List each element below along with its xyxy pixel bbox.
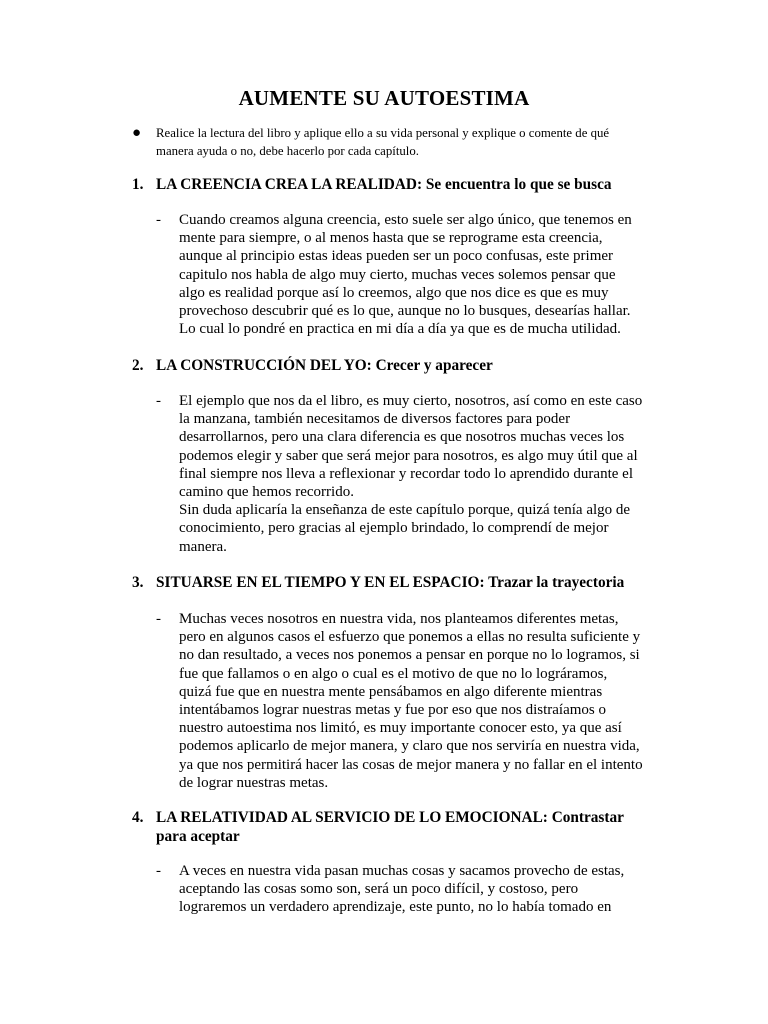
page-title: AUMENTE SU AUTOESTIMA xyxy=(238,86,530,110)
paragraph-line: lograremos un verdadero aprendizaje, este punto, no lo había tomado en xyxy=(179,899,612,916)
section-number: 4. xyxy=(132,809,144,826)
dash-marker: - xyxy=(156,611,161,627)
paragraph-line: ya que nos permitirá hacer las cosas de mejor manera y no fallar en el intento xyxy=(179,756,643,773)
paragraph-line: provechoso descubrir qué es lo que, aunque no lo busques, desearías hallar. xyxy=(179,303,631,320)
paragraph-line: podemos elegir y saber que será mejor para nosotros, es algo muy útil que al xyxy=(179,447,638,464)
paragraph-line: final siempre nos lleva a reflexionar y recordar todo lo aprendido durante el xyxy=(179,465,633,482)
section-heading-line: SITUARSE EN EL TIEMPO Y EN EL ESPACIO: Trazar la trayectoria xyxy=(156,574,625,591)
paragraph-line: Sin duda aplicaría la enseñanza de este capítulo porque, quizá tenía algo de xyxy=(179,502,631,519)
paragraph-line: Cuando creamos alguna creencia, esto suele ser algo único, que tenemos en xyxy=(179,212,632,228)
paragraph-line: la manzana, también necesitamos de diversos factores para poder xyxy=(179,411,571,428)
section-2-paragraph xyxy=(156,392,676,556)
paragraph-line: podemos aplicarlo de mejor manera, y claro que nos serviría en nuestra vida, xyxy=(179,738,640,755)
section-3-paragraph xyxy=(156,610,676,792)
paragraph-line: El ejemplo que nos da el libro, es muy cierto, nosotros, así como en este caso xyxy=(179,393,643,409)
dash-marker: - xyxy=(156,863,161,879)
section-3-heading xyxy=(132,573,672,592)
paragraph-line: fue que fallamos o en algo o cual es el motivo de que no lo lográramos, xyxy=(179,665,608,682)
paragraph-line: conocimiento, pero gracias al ejemplo brindado, lo comprendí de mejor xyxy=(179,520,609,537)
paragraph-line: Muchas veces nosotros en nuestra vida, nos planteamos diferentes metas, xyxy=(179,611,619,627)
paragraph-line: capitulo nos habla de algo muy cierto, muchas veces solemos pensar que xyxy=(179,266,616,283)
paragraph-line: A veces en nuestra vida pasan muchas cosas y sacamos provecho de estas, xyxy=(179,863,625,879)
paragraph-line: de lograr nuestras metas. xyxy=(179,774,329,791)
paragraph-line: intentábamos lograr nuestras metas y fue por eso que nos distraíamos o xyxy=(179,702,606,719)
paragraph-line: quizá fue que en nuestra mente pensábamos en algo diferente mientras xyxy=(179,683,603,700)
section-1-paragraph xyxy=(156,211,676,338)
section-number: 3. xyxy=(132,574,144,591)
paragraph-line: nuestro autoestima nos limitó, es muy importante conocer esto, ya que así xyxy=(179,720,622,737)
paragraph-line: Lo cual lo pondré en practica en mi día a día ya que es de mucha utilidad. xyxy=(179,321,621,338)
intro-line: Realice la lectura del libro y aplique ello a su vida personal y explique o comente de qué xyxy=(156,126,610,140)
paragraph-line: no dan resultado, a veces nos ponemos a pensar en porque no lo logramos, si xyxy=(179,647,640,664)
paragraph-line: aceptando las cosas somo son, será un poco difícil, y costoso, pero xyxy=(179,881,579,898)
section-heading-line: LA CREENCIA CREA LA REALIDAD: Se encuentra lo que se busca xyxy=(156,176,612,193)
section-number: 2. xyxy=(132,357,144,374)
paragraph-line: mente para siempre, o al menos hasta que se reprograme esta creencia, xyxy=(179,230,603,247)
dash-marker: - xyxy=(156,212,161,228)
section-heading-line: LA RELATIVIDAD AL SERVICIO DE LO EMOCIONAL: Contrastar xyxy=(156,809,624,826)
section-4-paragraph xyxy=(156,862,676,917)
section-heading-line: para aceptar xyxy=(156,828,240,845)
bullet-icon: ● xyxy=(132,125,142,141)
section-1-heading xyxy=(132,175,672,194)
section-heading-line: LA CONSTRUCCIÓN DEL YO: Crecer y aparecer xyxy=(156,357,493,374)
section-number: 1. xyxy=(132,176,144,193)
section-4-heading xyxy=(132,808,672,846)
dash-marker: - xyxy=(156,393,161,409)
paragraph-line: algo es realidad porque así lo creemos, algo que nos dice es que es muy xyxy=(179,284,609,301)
paragraph-line: desarrollarnos, pero una clara diferencia es que nosotros muchas veces los xyxy=(179,429,625,446)
intro-instruction xyxy=(132,124,672,160)
paragraph-line: manera. xyxy=(179,538,227,555)
paragraph-line: pero en algunos casos el esfuerzo que ponemos a ellas no resulta suficiente y xyxy=(179,629,641,646)
paragraph-line: camino que hemos recorrido. xyxy=(179,484,354,501)
intro-line: manera ayuda o no, debe hacerlo por cada capítulo. xyxy=(156,144,419,158)
paragraph-line: aunque al principio estas ideas pueden ser un poco confusas, este primer xyxy=(179,248,614,265)
section-2-heading xyxy=(132,356,672,375)
intro-text xyxy=(156,124,672,160)
